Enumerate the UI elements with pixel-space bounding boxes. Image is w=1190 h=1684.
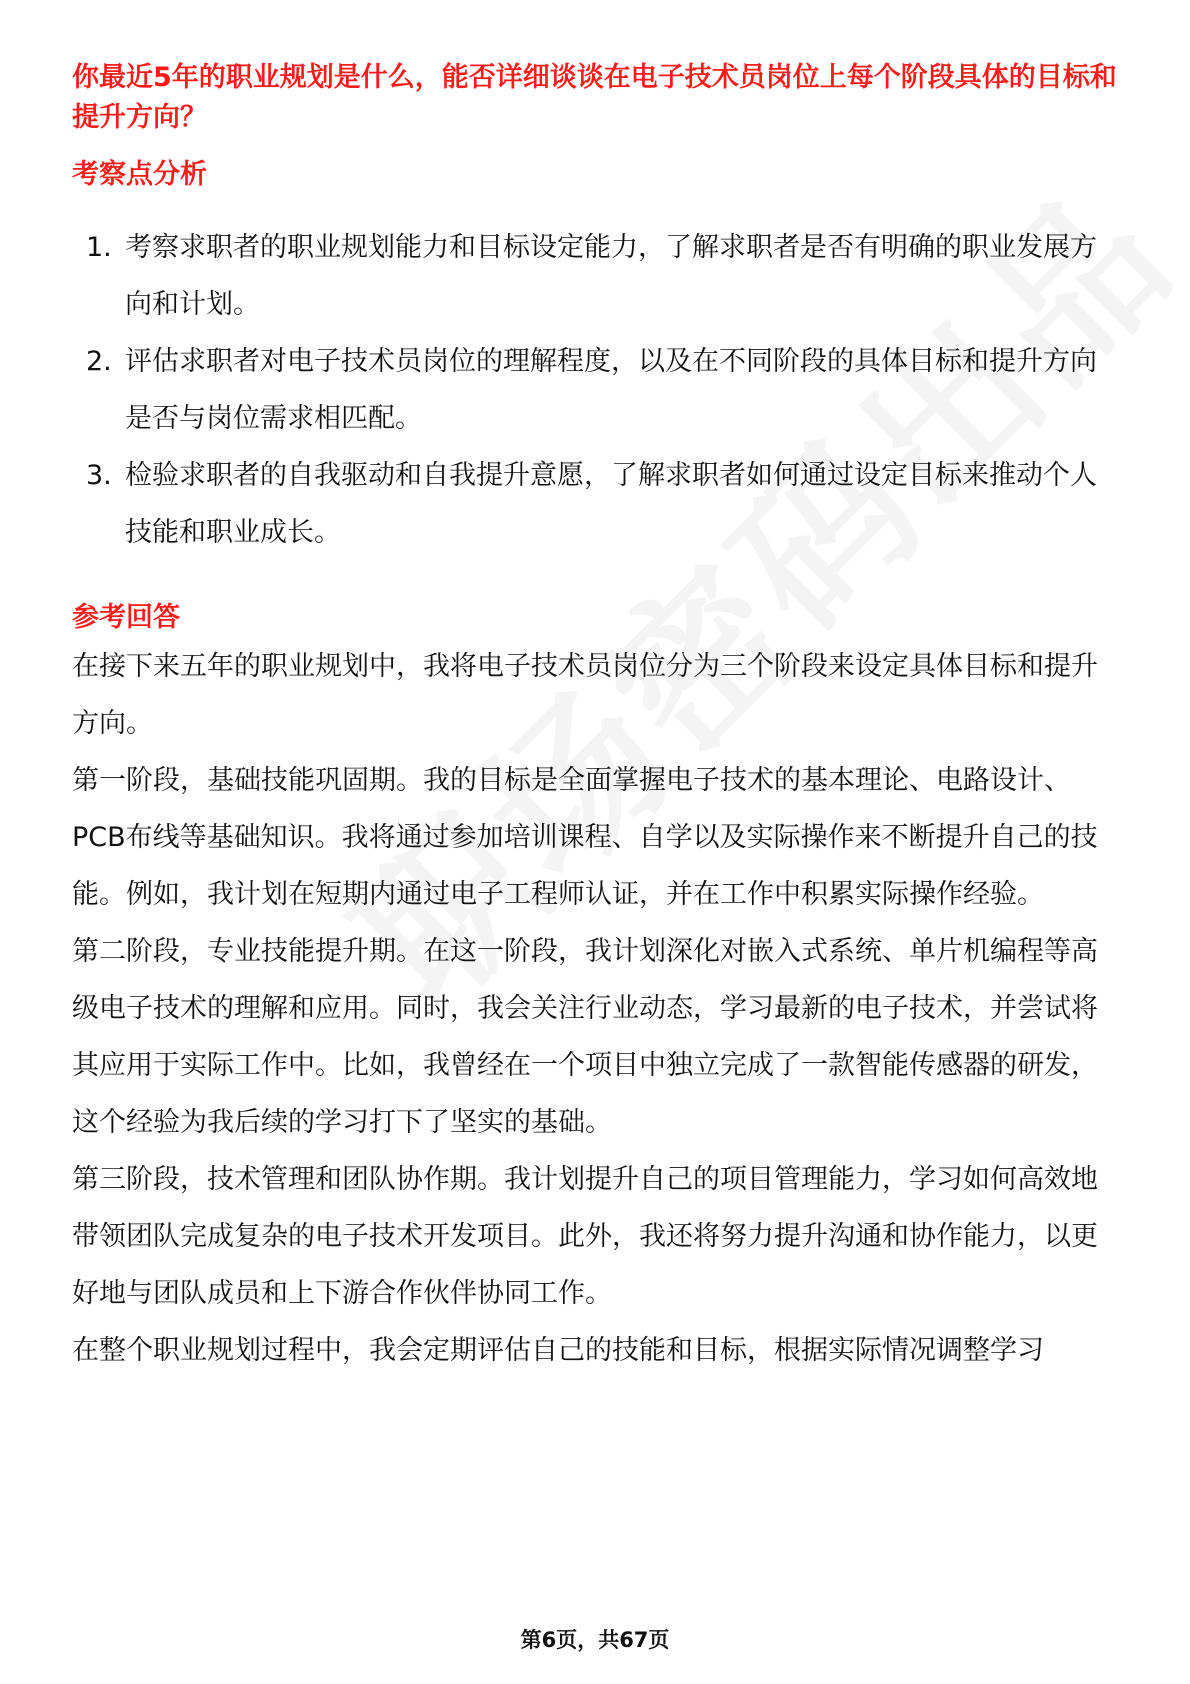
analysis-point-text: 评估求职者对电子技术员岗位的理解程度，以及在不同阶段的具体目标和提升方向是否与岗位需求相匹配。	[125, 346, 1097, 434]
analysis-point	[72, 333, 1122, 447]
answer-paragraph: 在整个职业规划过程中，我会定期评估自己的技能和目标，根据实际情况调整学习	[72, 1335, 1044, 1366]
question-heading: 你最近5年的职业规划是什么，能否详细谈谈在电子技术员岗位上每个阶段具体的目标和提升方向？	[72, 62, 1117, 133]
analysis-section-title: 考察点分析	[72, 159, 207, 190]
analysis-point-text: 检验求职者的自我驱动和自我提升意愿，了解求职者如何通过设定目标来推动个人技能和职业成长。	[125, 460, 1097, 548]
analysis-point-text: 考察求职者的职业规划能力和目标设定能力，了解求职者是否有明确的职业发展方向和计划。	[125, 232, 1097, 320]
page-number-footer: 第6页，共67页	[520, 1628, 670, 1652]
answer-section-title: 参考回答	[72, 602, 180, 633]
answer-paragraph: 第一阶段，基础技能巩固期。我的目标是全面掌握电子技术的基本理论、电路设计、PCB布线等基础知识。我将通过参加培训课程、自学以及实际操作来不断提升自己的技能。例如，我计划在短期内通过电子工程师认证，并在工作中积累实际操作经验。	[72, 765, 1098, 910]
analysis-point	[72, 447, 1122, 561]
answer-paragraph: 在接下来五年的职业规划中，我将电子技术员岗位分为三个阶段来设定具体目标和提升方向。	[72, 651, 1098, 739]
analysis-points-list	[72, 219, 1122, 561]
answer-paragraph: 第三阶段，技术管理和团队协作期。我计划提升自己的项目管理能力，学习如何高效地带领团队完成复杂的电子技术开发项目。此外，我还将努力提升沟通和协作能力，以更好地与团队成员和上下游合作伙伴协同工作。	[72, 1164, 1098, 1309]
answer-paragraph: 第二阶段，专业技能提升期。在这一阶段，我计划深化对嵌入式系统、单片机编程等高级电子技术的理解和应用。同时，我会关注行业动态，学习最新的电子技术，并尝试将其应用于实际工作中。比如，我曾经在一个项目中独立完成了一款智能传感器的研发，这个经验为我后续的学习打下了坚实的基础。	[72, 936, 1098, 1138]
page-content	[72, 58, 1122, 1379]
analysis-point	[72, 219, 1122, 333]
analysis-point-number: 2.	[86, 346, 112, 377]
analysis-point-number: 3.	[86, 460, 112, 491]
analysis-point-number: 1.	[86, 232, 112, 263]
